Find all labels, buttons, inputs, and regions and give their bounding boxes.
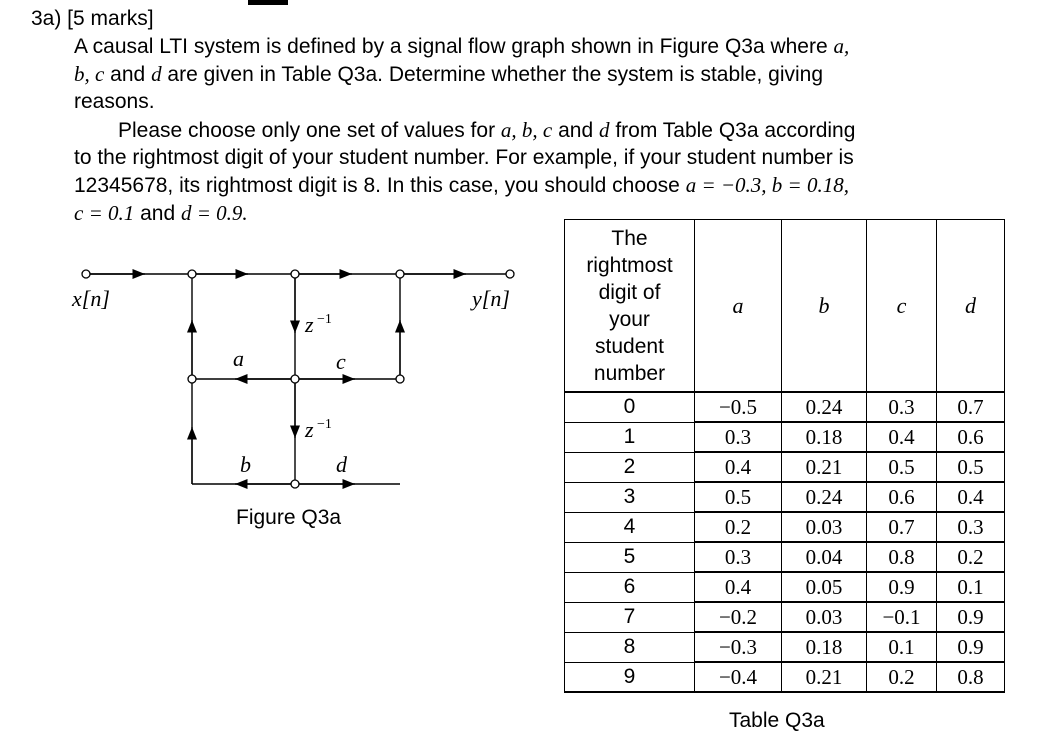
table-row (565, 662, 1005, 692)
paragraph-1-line-1: A causal LTI system is defined by a signal flow graph shown in Figure Q3a where a, (74, 34, 850, 58)
value-cell-a: −0.3 (695, 632, 782, 662)
value-cell-c: 0.9 (867, 572, 937, 602)
digit-cell: 3 (565, 482, 695, 512)
node (291, 270, 299, 278)
node (188, 270, 196, 278)
output-label: y[n] (472, 286, 510, 311)
table-row (565, 512, 1005, 542)
input-label: x[n] (72, 286, 110, 311)
value-cell-b: 0.03 (782, 602, 867, 632)
value-cell-d: 0.4 (937, 482, 1005, 512)
signal-flow-graph (0, 0, 560, 540)
question-heading: 3a) [5 marks] (31, 7, 154, 30)
gain-a-label: a (233, 346, 244, 371)
value-cell-c: 0.1 (867, 632, 937, 662)
value-cell-a: 0.5 (695, 482, 782, 512)
value-cell-a: 0.3 (695, 422, 782, 452)
value-cell-d: 0.6 (937, 422, 1005, 452)
digit-cell: 8 (565, 632, 695, 662)
value-cell-c: 0.3 (867, 392, 937, 422)
value-cell-b: 0.03 (782, 512, 867, 542)
value-cell-a: 0.2 (695, 512, 782, 542)
delay-label-upper: z (305, 312, 314, 337)
value-cell-c: −0.1 (867, 602, 937, 632)
table-caption: Table Q3a (729, 709, 825, 732)
value-cell-b: 0.04 (782, 542, 867, 572)
value-cell-b: 0.18 (782, 632, 867, 662)
column-header-c: c (867, 220, 937, 393)
value-cell-a: −0.4 (695, 662, 782, 692)
value-cell-b: 0.24 (782, 392, 867, 422)
gain-c-label: c (336, 349, 346, 374)
digit-cell: 2 (565, 452, 695, 482)
table-row (565, 422, 1005, 452)
value-cell-b: 0.24 (782, 482, 867, 512)
value-cell-c: 0.5 (867, 452, 937, 482)
node (188, 375, 196, 383)
input-node (82, 270, 90, 278)
table-row (565, 482, 1005, 512)
paragraph-1-line-3: reasons. (74, 90, 155, 113)
value-cell-c: 0.8 (867, 542, 937, 572)
digit-cell: 1 (565, 422, 695, 452)
value-cell-b: 0.18 (782, 422, 867, 452)
delay-exponent-lower: −1 (317, 417, 332, 432)
value-cell-d: 0.9 (937, 632, 1005, 662)
table-row (565, 392, 1005, 422)
gain-b-label: b (240, 452, 251, 477)
table-row (565, 452, 1005, 482)
digit-cell: 5 (565, 542, 695, 572)
value-cell-d: 0.2 (937, 542, 1005, 572)
gain-d-label: d (336, 452, 347, 477)
value-cell-b: 0.21 (782, 452, 867, 482)
paragraph-2-line-4: c = 0.1 and d = 0.9. (74, 201, 248, 225)
delay-exponent-upper: −1 (317, 312, 332, 327)
table-row (565, 602, 1005, 632)
digit-cell: 0 (565, 392, 695, 422)
table-row (565, 632, 1005, 662)
value-cell-d: 0.9 (937, 602, 1005, 632)
delay-label-lower: z (305, 417, 314, 442)
value-cell-d: 0.1 (937, 572, 1005, 602)
value-cell-a: 0.4 (695, 572, 782, 602)
paragraph-2-line-3: 12345678, its rightmost digit is 8. In this case, you should choose a = −0.3, b = 0.18, (74, 173, 849, 197)
column-header-a: a (695, 220, 782, 393)
table-header-row (565, 220, 1005, 393)
digit-column-header: The rightmost digit of your student number (565, 220, 695, 393)
value-cell-a: −0.5 (695, 392, 782, 422)
value-cell-b: 0.05 (782, 572, 867, 602)
value-cell-c: 0.7 (867, 512, 937, 542)
node (396, 270, 404, 278)
table-row (565, 542, 1005, 572)
digit-cell: 7 (565, 602, 695, 632)
column-header-d: d (937, 220, 1005, 393)
value-cell-c: 0.2 (867, 662, 937, 692)
paragraph-1-line-2: b, c and d are given in Table Q3a. Determine whether the system is stable, giving (74, 62, 824, 86)
value-cell-b: 0.21 (782, 662, 867, 692)
node (291, 375, 299, 383)
node (396, 375, 404, 383)
digit-cell: 9 (565, 662, 695, 692)
column-header-b: b (782, 220, 867, 393)
figure-caption: Figure Q3a (236, 506, 342, 529)
value-cell-d: 0.3 (937, 512, 1005, 542)
value-cell-d: 0.5 (937, 452, 1005, 482)
digit-cell: 6 (565, 572, 695, 602)
value-cell-c: 0.6 (867, 482, 937, 512)
value-cell-d: 0.7 (937, 392, 1005, 422)
value-cell-a: −0.2 (695, 602, 782, 632)
values-table (564, 219, 1005, 693)
output-node (506, 270, 514, 278)
table-row (565, 572, 1005, 602)
value-cell-a: 0.3 (695, 542, 782, 572)
value-cell-d: 0.8 (937, 662, 1005, 692)
paragraph-2-line-2: to the rightmost digit of your student number. For example, if your student number is (74, 146, 854, 169)
node (291, 480, 299, 488)
digit-cell: 4 (565, 512, 695, 542)
value-cell-c: 0.4 (867, 422, 937, 452)
value-cell-a: 0.4 (695, 452, 782, 482)
paragraph-2-line-1: Please choose only one set of values for a, b, c and d from Table Q3a according (118, 118, 856, 142)
